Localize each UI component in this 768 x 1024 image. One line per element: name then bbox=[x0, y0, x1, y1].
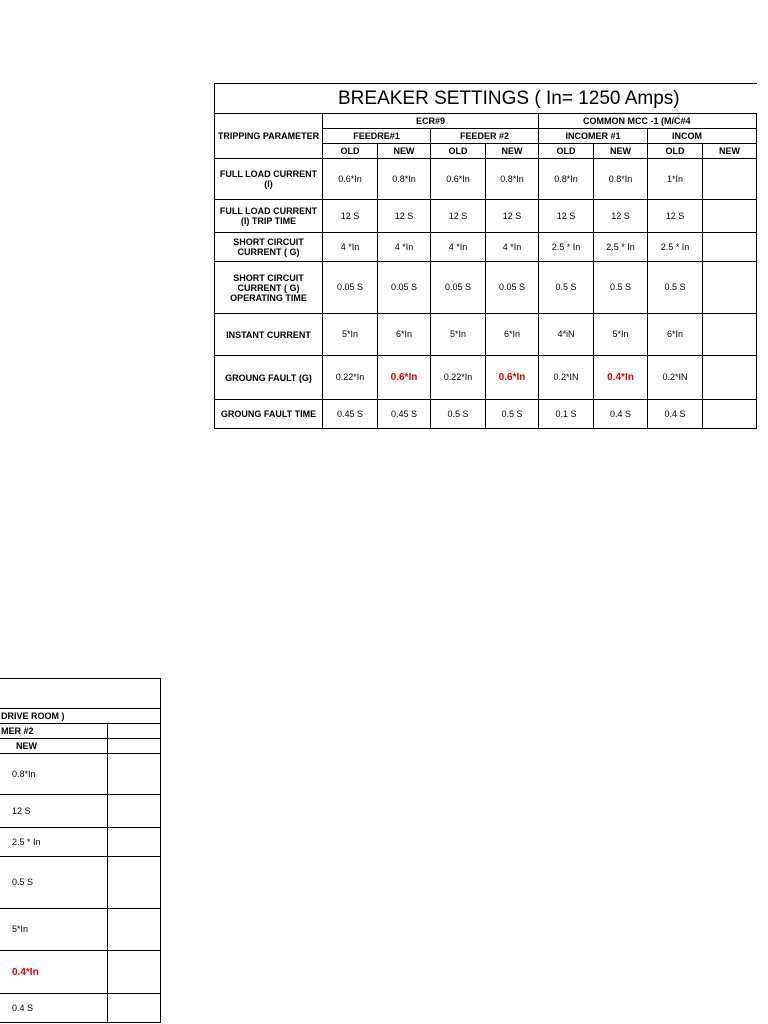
setting-value: 0.05 S bbox=[323, 262, 378, 314]
new-header: NEW bbox=[486, 144, 539, 159]
settings-row bbox=[215, 233, 757, 262]
setting-value: 0.8*In bbox=[378, 159, 431, 200]
blank-cell bbox=[108, 739, 161, 754]
settings-row bbox=[215, 356, 757, 400]
continuation-rows bbox=[0, 754, 161, 1023]
parameter-label: SHORT CIRCUIT CURRENT ( G) OPERATING TIME bbox=[215, 262, 323, 314]
setting-value: 12 S bbox=[539, 200, 594, 233]
setting-value: 4 *In bbox=[486, 233, 539, 262]
parameter-label: INSTANT CURRENT bbox=[215, 314, 323, 356]
setting-value: 0.45 S bbox=[323, 400, 378, 429]
setting-value: 0.8*In bbox=[0, 754, 108, 795]
blank-cell bbox=[703, 233, 757, 262]
continuation-row bbox=[0, 754, 161, 795]
setting-value: 0.5 S bbox=[594, 262, 648, 314]
old-header: OLD bbox=[539, 144, 594, 159]
setting-value: 5*In bbox=[323, 314, 378, 356]
settings-row bbox=[215, 314, 757, 356]
setting-value: 0.2*IN bbox=[648, 356, 703, 400]
settings-rows bbox=[215, 159, 757, 429]
setting-value: 12 S bbox=[648, 200, 703, 233]
blank-cell bbox=[108, 754, 161, 795]
blank-cell bbox=[703, 159, 757, 200]
blank-cell bbox=[108, 857, 161, 909]
setting-value: 0.8*In bbox=[594, 159, 648, 200]
group-header-common-mcc: COMMON MCC -1 (M/C#4 bbox=[539, 114, 757, 129]
incomer-2-header-continued: MER #2 bbox=[0, 724, 108, 739]
new-header: NEW bbox=[0, 739, 108, 754]
setting-value: 6*In bbox=[648, 314, 703, 356]
old-header: OLD bbox=[323, 144, 378, 159]
incomer-1-header: INCOMER #1 bbox=[539, 129, 648, 144]
setting-value: 4 *In bbox=[323, 233, 378, 262]
setting-value: 0.6*In bbox=[378, 356, 431, 400]
setting-value: 0.4*In bbox=[0, 951, 108, 994]
continuation-row bbox=[0, 857, 161, 909]
breaker-settings-sheet-page-2 bbox=[0, 678, 161, 1024]
setting-value: 12 S bbox=[486, 200, 539, 233]
breaker-settings-sheet-page-1 bbox=[214, 83, 741, 431]
setting-value: 0.5 S bbox=[486, 400, 539, 429]
setting-value: 0.4 S bbox=[648, 400, 703, 429]
settings-row bbox=[215, 400, 757, 429]
continuation-row bbox=[0, 951, 161, 994]
setting-value: 6*In bbox=[378, 314, 431, 356]
tripping-parameter-header: TRIPPING PARAMETER bbox=[215, 114, 323, 159]
settings-row bbox=[215, 159, 757, 200]
blank-cell bbox=[703, 200, 757, 233]
setting-value: 2.5 * In bbox=[594, 233, 648, 262]
setting-value: 0.4 S bbox=[594, 400, 648, 429]
blank-cell bbox=[703, 356, 757, 400]
new-header: NEW bbox=[703, 144, 757, 159]
setting-value: 12 S bbox=[378, 200, 431, 233]
blank-cell bbox=[108, 795, 161, 828]
parameter-label: FULL LOAD CURRENT (I) bbox=[215, 159, 323, 200]
setting-value: 0.6*In bbox=[486, 356, 539, 400]
sheet-title: BREAKER SETTINGS ( In= 1250 Amps) bbox=[215, 84, 757, 114]
setting-value: 4*iN bbox=[539, 314, 594, 356]
setting-value: 0.4 S bbox=[0, 994, 108, 1023]
continuation-row bbox=[0, 828, 161, 857]
setting-value: 2.5 * In bbox=[648, 233, 703, 262]
continuation-row bbox=[0, 994, 161, 1023]
breaker-settings-table bbox=[214, 83, 757, 429]
blank-cell bbox=[108, 994, 161, 1023]
setting-value: 12 S bbox=[0, 795, 108, 828]
setting-value: 0.5 S bbox=[431, 400, 486, 429]
parameter-label: SHORT CIRCUIT CURRENT ( G) bbox=[215, 233, 323, 262]
setting-value: 0.22*In bbox=[323, 356, 378, 400]
blank-cell bbox=[108, 724, 161, 739]
blank-cell bbox=[703, 262, 757, 314]
blank-cell bbox=[703, 314, 757, 356]
feeder-2-header: FEEDER #2 bbox=[431, 129, 539, 144]
setting-value: 12 S bbox=[431, 200, 486, 233]
setting-value: 6*In bbox=[486, 314, 539, 356]
setting-value: 5*In bbox=[594, 314, 648, 356]
setting-value: 0.1 S bbox=[539, 400, 594, 429]
incomer-2-header: INCOM bbox=[648, 129, 757, 144]
setting-value: 0.4*In bbox=[594, 356, 648, 400]
continuation-table bbox=[0, 678, 161, 1023]
group-header-continued: DRIVE ROOM ) bbox=[0, 709, 161, 724]
old-header: OLD bbox=[431, 144, 486, 159]
parameter-label: FULL LOAD CURRENT (I) TRIP TIME bbox=[215, 200, 323, 233]
setting-value: 5*In bbox=[0, 909, 108, 951]
old-header: OLD bbox=[648, 144, 703, 159]
setting-value: 2.5 * In bbox=[0, 828, 108, 857]
setting-value: 5*In bbox=[431, 314, 486, 356]
parameter-label: GROUNG FAULT TIME bbox=[215, 400, 323, 429]
settings-row bbox=[215, 200, 757, 233]
setting-value: 0.05 S bbox=[486, 262, 539, 314]
setting-value: 4 *In bbox=[431, 233, 486, 262]
setting-value: 0.8*In bbox=[486, 159, 539, 200]
setting-value: 2.5 * In bbox=[539, 233, 594, 262]
feeder-1-header: FEEDRE#1 bbox=[323, 129, 431, 144]
setting-value: 0.6*In bbox=[431, 159, 486, 200]
blank-cell bbox=[703, 400, 757, 429]
continuation-row bbox=[0, 795, 161, 828]
setting-value: 0.05 S bbox=[431, 262, 486, 314]
setting-value: 1*In bbox=[648, 159, 703, 200]
new-header: NEW bbox=[594, 144, 648, 159]
setting-value: 0.45 S bbox=[378, 400, 431, 429]
new-header: NEW bbox=[378, 144, 431, 159]
setting-value: 0.5 S bbox=[0, 857, 108, 909]
setting-value: 0.6*In bbox=[323, 159, 378, 200]
setting-value: 0.8*In bbox=[539, 159, 594, 200]
setting-value: 12 S bbox=[323, 200, 378, 233]
blank-cell bbox=[108, 909, 161, 951]
setting-value: 0.2*IN bbox=[539, 356, 594, 400]
setting-value: 0.5 S bbox=[648, 262, 703, 314]
setting-value: 4 *In bbox=[378, 233, 431, 262]
continuation-row bbox=[0, 909, 161, 951]
setting-value: 12 S bbox=[594, 200, 648, 233]
settings-row bbox=[215, 262, 757, 314]
setting-value: 0.05 S bbox=[378, 262, 431, 314]
setting-value: 0.5 S bbox=[539, 262, 594, 314]
continuation-title-row bbox=[0, 679, 161, 709]
blank-cell bbox=[108, 951, 161, 994]
group-header-ecr9: ECR#9 bbox=[323, 114, 539, 129]
blank-cell bbox=[108, 828, 161, 857]
parameter-label: GROUNG FAULT (G) bbox=[215, 356, 323, 400]
setting-value: 0.22*In bbox=[431, 356, 486, 400]
